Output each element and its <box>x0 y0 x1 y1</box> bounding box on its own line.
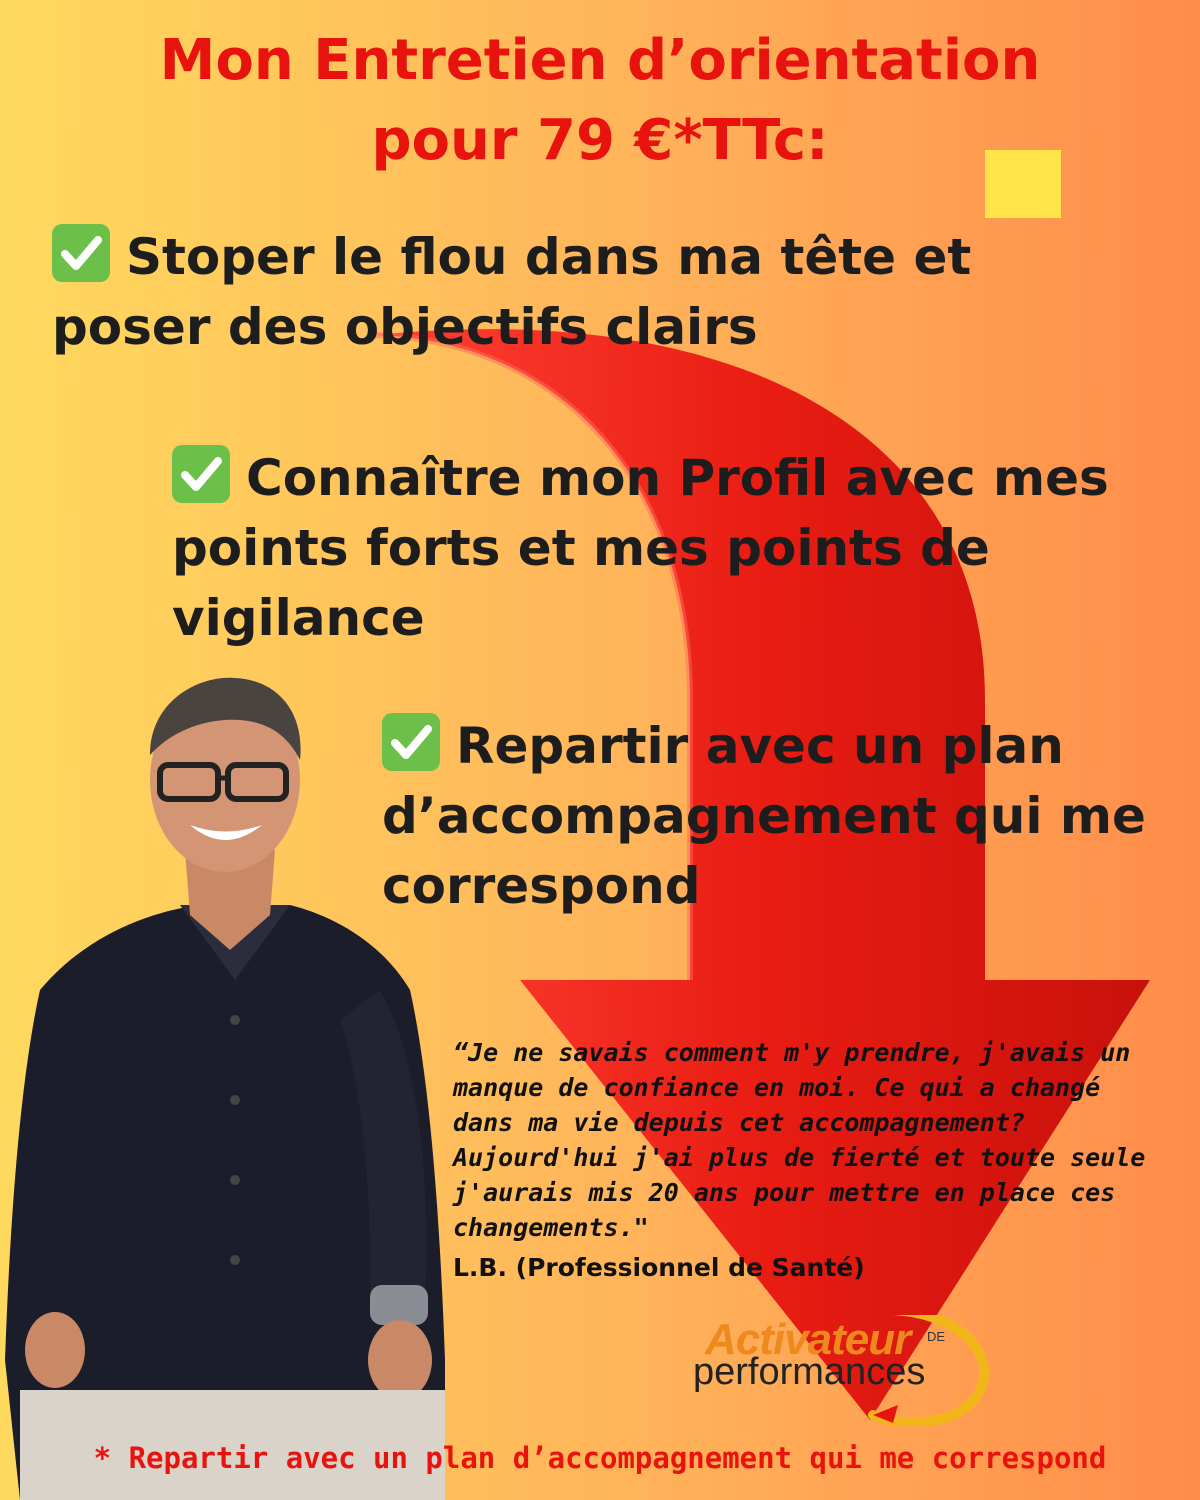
logo-text-activateur: Activateur <box>705 1315 911 1364</box>
activateur-logo <box>693 1315 993 1425</box>
testimonial-line: Aujourd'hui j'ai plus de fierté et toute seule <box>453 1143 1146 1172</box>
testimonial-line: j'aurais mis 20 ans pour mettre en place ces <box>453 1178 1116 1207</box>
testimonial-line: “Je ne savais comment m'y prendre, j'avais un <box>453 1038 1131 1067</box>
point-2-line-3: vigilance <box>172 589 425 647</box>
person-photo <box>0 660 450 1500</box>
point-2-line-1: Connaître mon Profil avec mes <box>246 449 1109 507</box>
footnote: * Repartir avec un plan d’accompagnement qui me correspond <box>93 1441 1107 1475</box>
point-1-line-1: Stoper le flou dans ma tête et <box>126 228 972 286</box>
point-2-line-2: points forts et mes points de <box>172 519 990 577</box>
title-line-1: Mon Entretien d’orientation <box>159 28 1041 93</box>
testimonial-line: manque de confiance en moi. Ce qui a changé <box>453 1073 1101 1102</box>
yellow-square-decoration <box>985 150 1061 218</box>
logo-text-performances: performances <box>693 1351 926 1393</box>
testimonial-line: dans ma vie depuis cet accompagnement? <box>453 1108 1025 1137</box>
testimonial-line: changements." <box>453 1213 649 1242</box>
point-2 <box>172 443 1109 653</box>
point-3-line-1: Repartir avec un plan <box>456 717 1064 775</box>
point-1 <box>52 222 971 362</box>
title-line-2: pour 79 €*TTc: <box>371 108 829 173</box>
logo-text-de: DE <box>927 1329 946 1344</box>
testimonial-author: L.B. (Professionnel de Santé) <box>453 1253 865 1282</box>
testimonial-quote <box>453 1035 1173 1245</box>
point-3 <box>382 711 1146 921</box>
point-3-line-2: d’accompagnement qui me <box>382 787 1146 845</box>
point-3-line-3: correspond <box>382 857 701 915</box>
point-1-line-2: poser des objectifs clairs <box>52 298 758 356</box>
check-mark-icon <box>52 224 110 282</box>
check-mark-icon <box>172 445 230 503</box>
